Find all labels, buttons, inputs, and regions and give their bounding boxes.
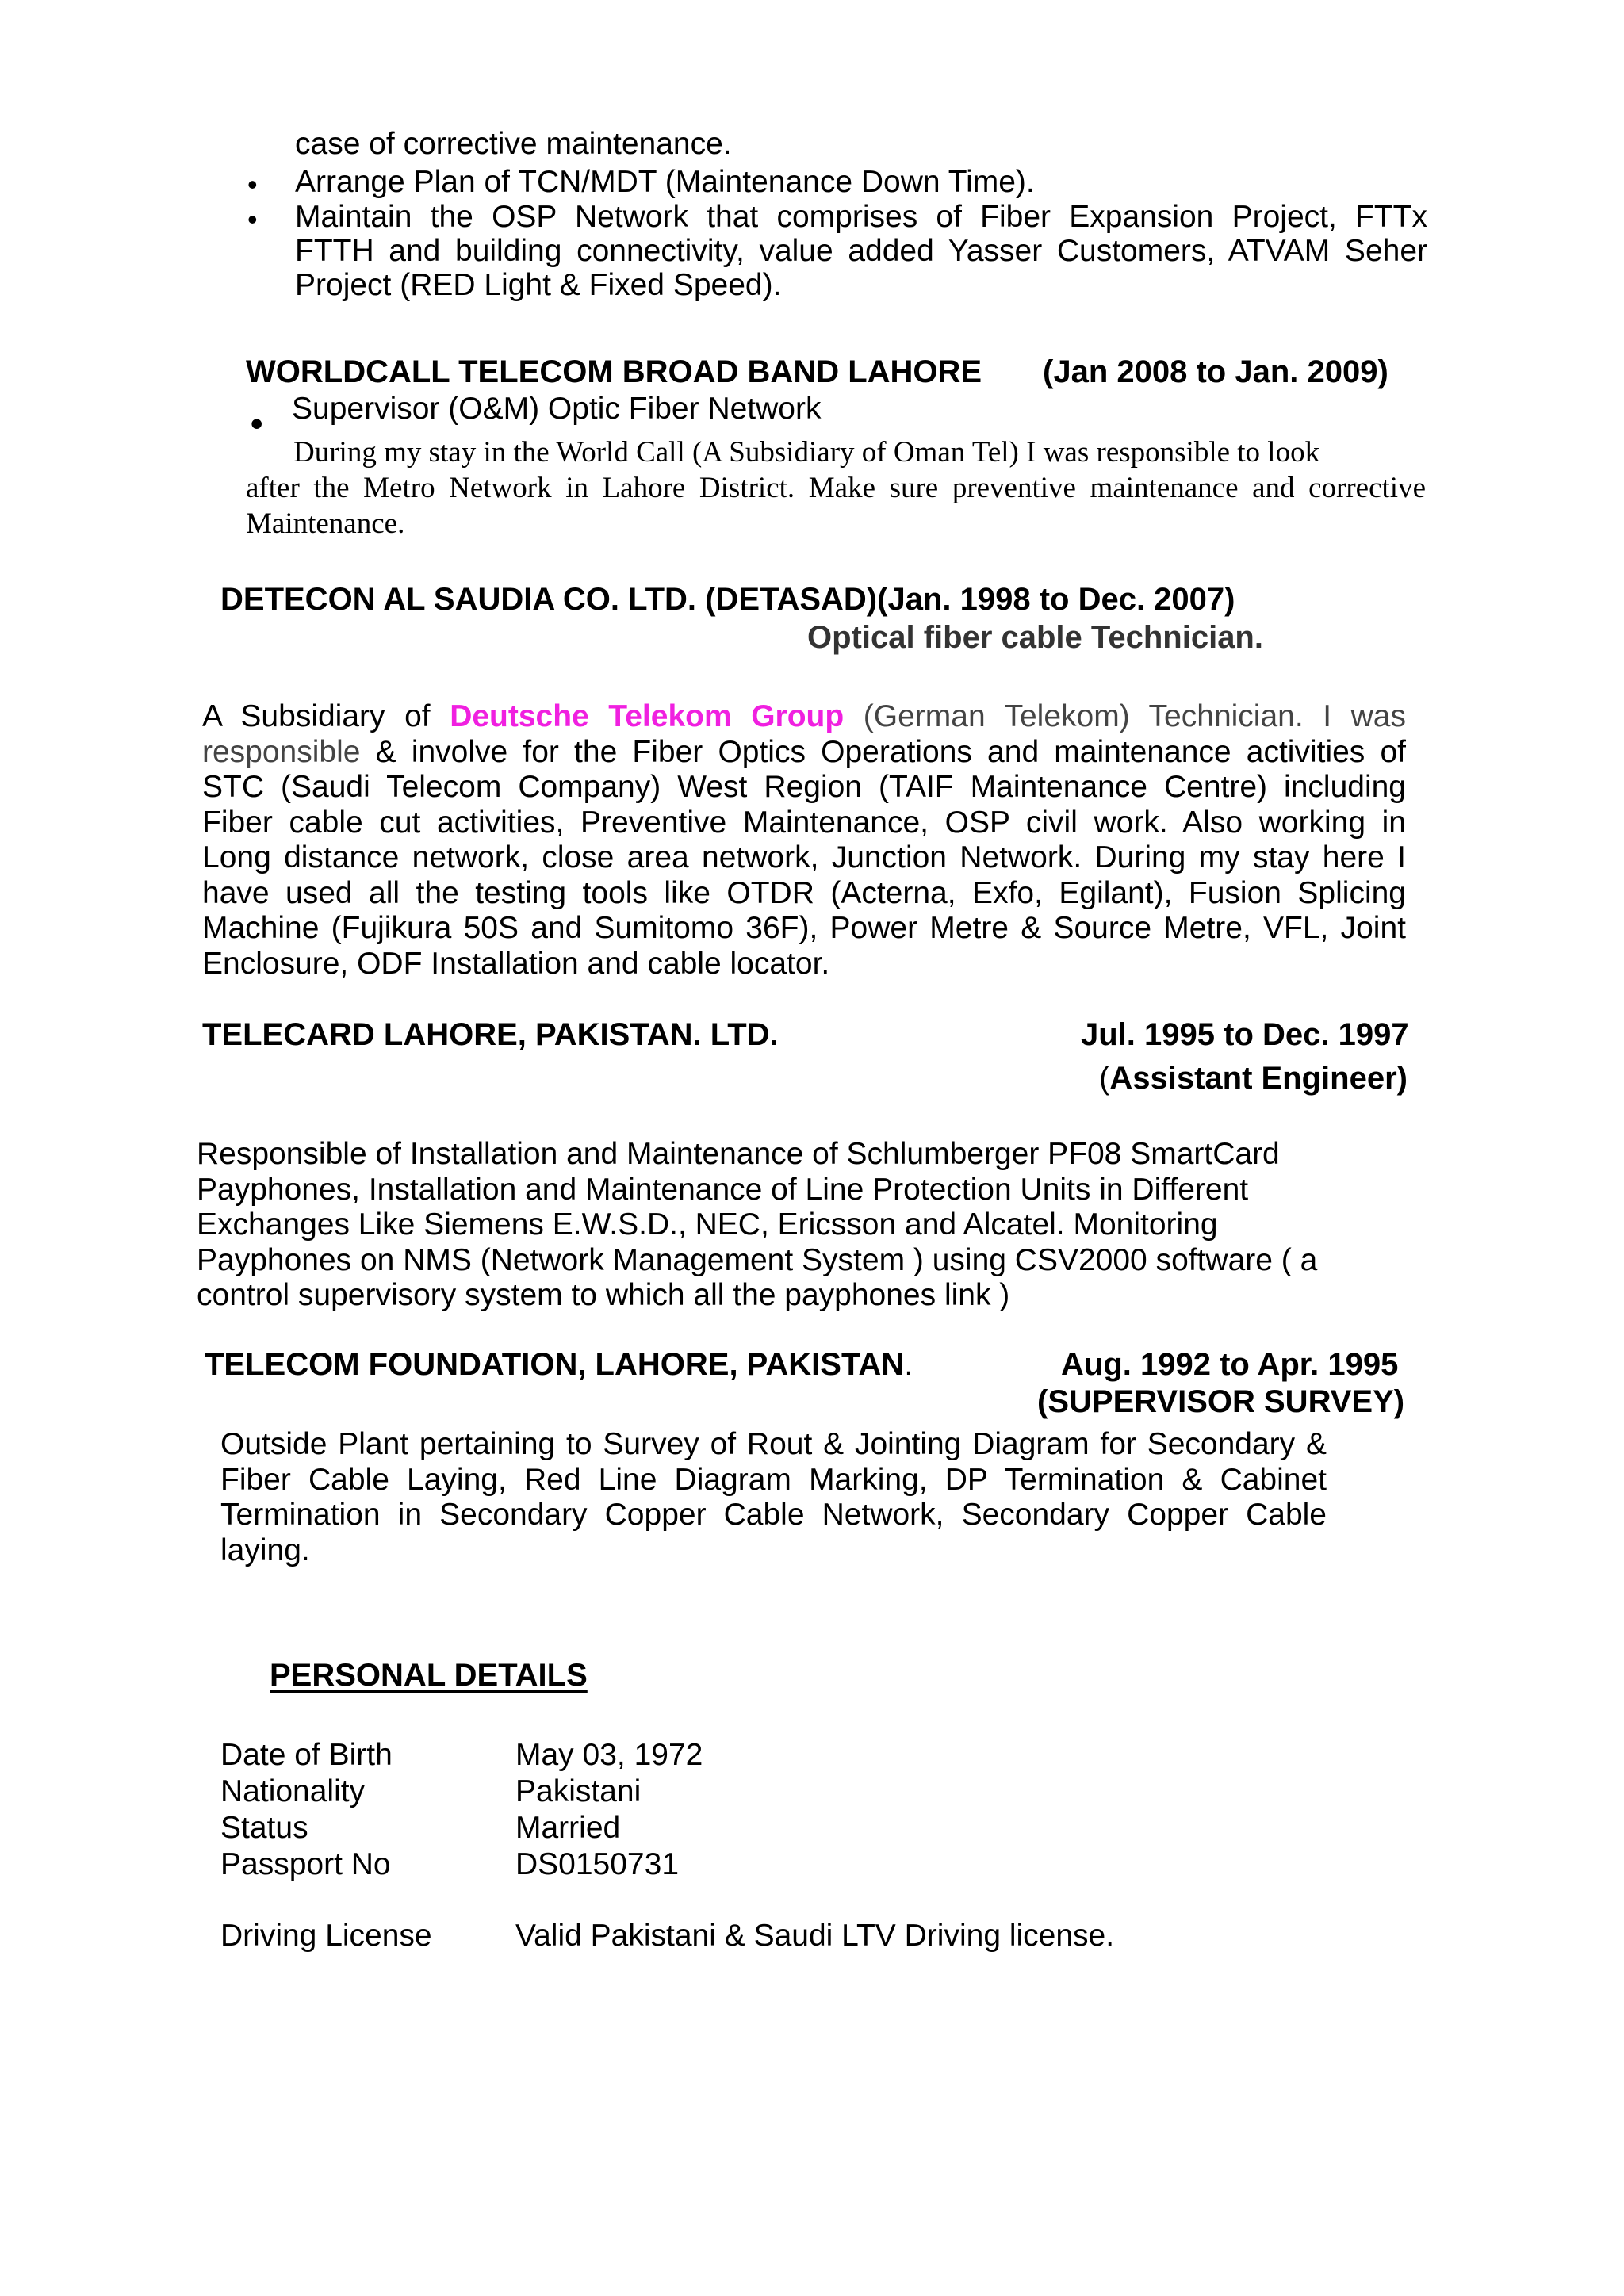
job-description [197, 1137, 1317, 1314]
employment-dates: Jul. 1995 to Dec. 1997 [1081, 1017, 1409, 1052]
description-line: control supervisory system to which all the payphones link ) [197, 1278, 1010, 1312]
company-text: TELECOM FOUNDATION, LAHORE, PAKISTAN [205, 1347, 905, 1382]
job-description [220, 1427, 1327, 1568]
company-name: WORLDCALL TELECOM BROAD BAND LAHORE [246, 354, 982, 389]
job-description [246, 434, 1426, 541]
description-line: Termination in Secondary Copper Cable Network, Secondary Copper Cable [220, 1498, 1327, 1532]
role-text: Assistant Engineer) [1109, 1061, 1408, 1096]
job-title: Optical fiber cable Technician. [807, 620, 1263, 655]
employment-dates: Aug. 1992 to Apr. 1995 [1061, 1347, 1399, 1382]
detail-value: DS0150731 [515, 1847, 680, 1881]
description-text: (German Telekom) Technician. I was [863, 699, 1406, 733]
company-name [205, 1346, 913, 1383]
description-line: Machine (Fujikura 50S and Sumitomo 36F), Power Metre & Source Metre, VFL, Joint [202, 911, 1406, 945]
description-line: Enclosure, ODF Installation and cable locator. [202, 946, 830, 981]
description-text: A Subsidiary of [202, 699, 431, 733]
highlight-company: Deutsche Telekom Group [450, 699, 845, 733]
job-title [1099, 1060, 1408, 1096]
detail-value: Married [515, 1811, 621, 1845]
job-title: Supervisor (O&M) Optic Fiber Network [292, 392, 822, 426]
description-line: Payphones on NMS (Network Management System ) using CSV2000 software ( a [197, 1242, 1318, 1277]
detail-value: Pakistani [515, 1774, 642, 1808]
continuation-line: case of corrective maintenance. [295, 127, 732, 161]
description-line: Responsible of Installation and Maintenance of Schlumberger PF08 SmartCard [197, 1137, 1280, 1171]
description-line: Fiber cable cut activities, Preventive Maintenance, OSP civil work. Also working in [202, 805, 1406, 840]
job-title: (SUPERVISOR SURVEY) [1037, 1384, 1405, 1419]
bullet-item-line: FTTH and building connectivity, value added Yasser Customers, ATVAM Seher [295, 234, 1427, 268]
description-line [202, 699, 1406, 735]
description-text: responsible [202, 734, 361, 769]
description-line: Long distance network, close area network, Junction Network. During my stay here I [202, 840, 1406, 874]
company-dot: . [904, 1347, 914, 1382]
description-line: Payphones, Installation and Maintenance of Line Protection Units in Different [197, 1172, 1249, 1207]
section-heading: PERSONAL DETAILS [270, 1658, 588, 1693]
employment-dates: (Jan 2008 to Jan. 2009) [1043, 354, 1388, 389]
detail-label: Passport No [220, 1847, 391, 1881]
bullet-item-line: Maintain the OSP Network that comprises of Fiber Expansion Project, FTTx [295, 200, 1427, 234]
detail-value: Valid Pakistani & Saudi LTV Driving license. [515, 1919, 1115, 1953]
detail-label: Nationality [220, 1774, 366, 1808]
detail-value: May 03, 1972 [515, 1738, 703, 1772]
description-line: STC (Saudi Telecom Company) West Region (TAIF Maintenance Centre) including [202, 770, 1406, 804]
bullet-item-line: Project (RED Light & Fixed Speed). [295, 268, 782, 302]
description-line: Maintenance. [246, 507, 405, 540]
bullet-icon: • [247, 168, 258, 201]
paren-text: ( [1099, 1061, 1110, 1096]
job-description [202, 699, 1406, 982]
company-name: DETECON AL SAUDIA CO. LTD. (DETASAD)(Jan. 1998 to Dec. 2007) [220, 582, 1235, 617]
bullet-icon: • [247, 203, 258, 235]
description-text: & involve for the Fiber Optics Operations and maintenance activities of [375, 734, 1406, 769]
bullet-item: Arrange Plan of TCN/MDT (Maintenance Down Time). [295, 165, 1035, 199]
description-line: Exchanges Like Siemens E.W.S.D., NEC, Ericsson and Alcatel. Monitoring [197, 1207, 1218, 1242]
detail-label: Date of Birth [220, 1738, 393, 1772]
description-line: after the Metro Network in Lahore District. Make sure preventive maintenance and corrective [246, 472, 1426, 504]
company-name: TELECARD LAHORE, PAKISTAN. LTD. [202, 1017, 779, 1052]
bullet-icon: • [251, 404, 263, 443]
description-line: During my stay in the World Call (A Subsidiary of Oman Tel) I was responsible to look [293, 436, 1320, 469]
detail-label: Driving License [220, 1919, 432, 1953]
description-line: Fiber Cable Laying, Red Line Diagram Marking, DP Termination & Cabinet [220, 1462, 1327, 1497]
description-line: laying. [220, 1533, 310, 1567]
description-line: have used all the testing tools like OTDR (Acterna, Exfo, Egilant), Fusion Splicing [202, 875, 1406, 910]
description-line [202, 735, 1406, 771]
bullet-item [295, 200, 1427, 302]
detail-label: Status [220, 1811, 308, 1845]
description-line: Outside Plant pertaining to Survey of Rout & Jointing Diagram for Secondary & [220, 1427, 1327, 1461]
